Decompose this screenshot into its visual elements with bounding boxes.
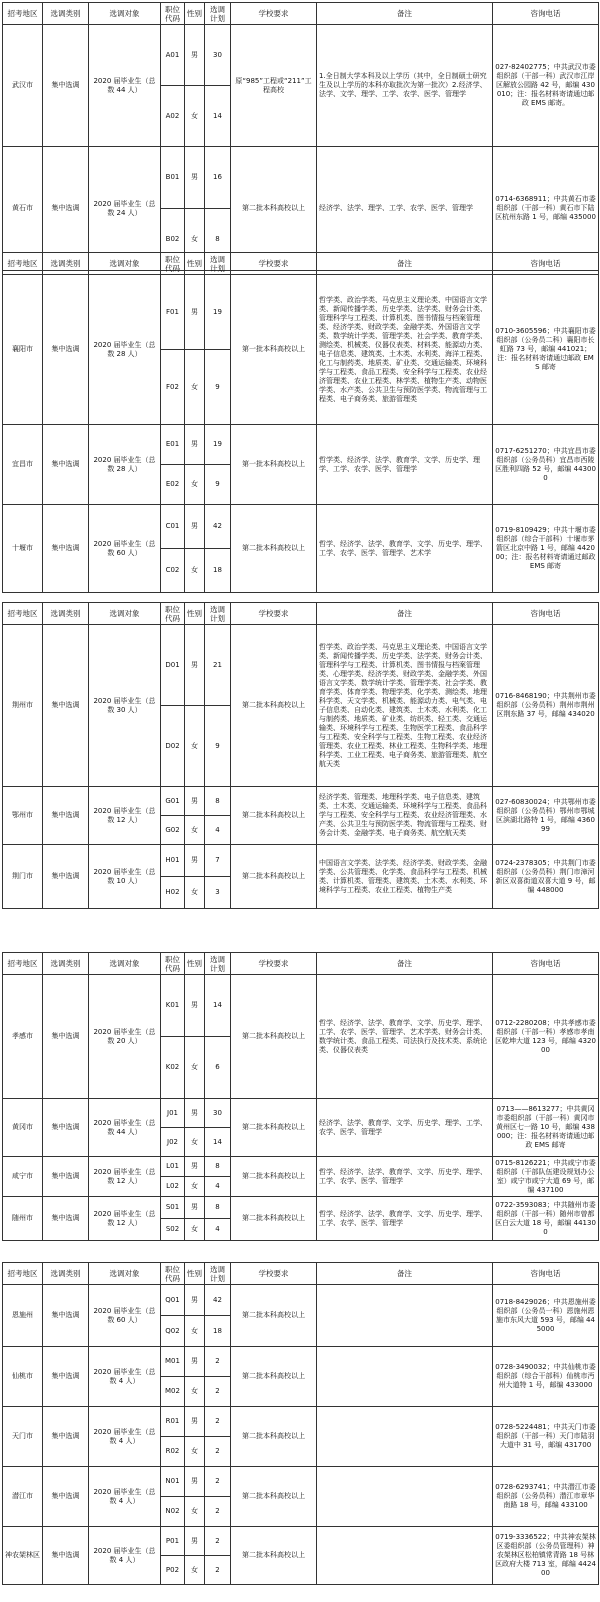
- position-code-cell: K02: [161, 1037, 185, 1099]
- header-target: 选调对象: [89, 953, 161, 975]
- table-row: [3, 1467, 599, 1497]
- header-phone: 咨询电话: [493, 953, 599, 975]
- target-cell: 2020 届毕业生（总数 28 人）: [89, 275, 161, 425]
- school-requirement-cell: 第二批本科高校以上: [231, 625, 317, 787]
- plan-cell: 42: [205, 505, 231, 549]
- note-cell: 哲学类、经济学、法学、教育学、文学、历史学、理学、工学、农学、医学、管理学: [317, 425, 493, 505]
- header-phone: 咨询电话: [493, 3, 599, 25]
- region-cell: 黄冈市: [3, 1099, 43, 1157]
- position-code-cell: J01: [161, 1099, 185, 1128]
- position-code-cell: F01: [161, 275, 185, 350]
- sex-cell: 女: [185, 350, 205, 425]
- plan-cell: 21: [205, 625, 231, 706]
- school-requirement-cell: 第二批本科高校以上: [231, 1527, 317, 1585]
- contact-phone-cell: 0713——8613277；中共黄冈市委组织部（干部一科）黄冈市黄州区七一路 10 号，邮编 438000；注：报名材料寄请通过邮政 EMS 邮寄: [493, 1099, 599, 1157]
- contact-phone-cell: 0722-3593083；中共随州市委组织部（干部一科）随州市曾都区白云大道 18 号，邮编 441300: [493, 1197, 599, 1241]
- region-cell: 神农架林区: [3, 1527, 43, 1585]
- region-cell: 荆州市: [3, 625, 43, 787]
- target-cell: 2020 届毕业生（总数 28 人）: [89, 425, 161, 505]
- plan-cell: 18: [205, 549, 231, 593]
- header-category: 选调类别: [43, 1263, 89, 1285]
- table-row: [3, 1099, 599, 1128]
- target-cell: 2020 届毕业生（总数 4 人）: [89, 1407, 161, 1467]
- header-note: 备注: [317, 953, 493, 975]
- recruitment-table: [2, 252, 599, 593]
- header-category: 选调类别: [43, 953, 89, 975]
- category-cell: 集中选调: [43, 25, 89, 147]
- header-req: 学校要求: [231, 3, 317, 25]
- sex-cell: 男: [185, 275, 205, 350]
- school-requirement-cell: 第二批本科高校以上: [231, 845, 317, 909]
- sex-cell: 女: [185, 1037, 205, 1099]
- table-row: [3, 1157, 599, 1177]
- school-requirement-cell: 第二批本科高校以上: [231, 1407, 317, 1467]
- header-phone: 咨询电话: [493, 1263, 599, 1285]
- plan-cell: 18: [205, 1316, 231, 1347]
- header-region: 招考地区: [3, 953, 43, 975]
- category-cell: 集中选调: [43, 975, 89, 1099]
- position-code-cell: S02: [161, 1219, 185, 1241]
- category-cell: 集中选调: [43, 1197, 89, 1241]
- table-row: [3, 787, 599, 816]
- school-requirement-cell: 第一批本科高校以上: [231, 425, 317, 505]
- table-row: [3, 505, 599, 549]
- note-cell: 哲学类、政治学类、马克思主义理论类、中国语言文学类、新闻传播学类、历史学类、法学类、财务会计类、管理科学与工程类、计算机类、图书情报与档案管理类、经济学类、财政学类、金融学类、外国语言文学类、数学统计学类、管理学类、社会学类、教育学类、测绘类、机械类、仪器仪表类、材料类、能源动力类、电子信息类、建筑类、土木类、水利类、海洋工程类、化工与制药类、地质类、矿业类、交通运输类、环境科学与工程类、食品工程类、安全科学与工程类、农业经济管理类、农业工程类、林学类、植物生产类、动物医学类、水产类、公共卫生与预防医学类、物流管理与工程类、电子商务类、旅游管理类: [317, 275, 493, 425]
- school-requirement-cell: 第二批本科高校以上: [231, 1157, 317, 1197]
- recruitment-table: [2, 1262, 599, 1585]
- position-code-cell: M01: [161, 1347, 185, 1377]
- region-cell: 黄石市: [3, 147, 43, 271]
- contact-phone-cell: 0712-2280208；中共孝感市委组织部（干部一科）孝感市孝南区乾坤大道 123 号，邮编 432000: [493, 975, 599, 1099]
- recruitment-table: [2, 2, 599, 271]
- sex-cell: 男: [185, 975, 205, 1037]
- table-row: [3, 1285, 599, 1316]
- sex-cell: 女: [185, 1316, 205, 1347]
- header-req: 学校要求: [231, 253, 317, 275]
- school-requirement-cell: 第二批本科高校以上: [231, 147, 317, 271]
- plan-cell: 42: [205, 1285, 231, 1316]
- plan-cell: 16: [205, 147, 231, 209]
- position-code-cell: R01: [161, 1407, 185, 1437]
- contact-phone-cell: 0717-6251270；中共宜昌市委组织部（公务员科）宜昌市西陵区胜利四路 52 号，邮编 443000: [493, 425, 599, 505]
- table-row: [3, 25, 599, 86]
- plan-cell: 7: [205, 845, 231, 877]
- header-plan: 选调计划: [205, 3, 231, 25]
- school-requirement-cell: 第二批本科高校以上: [231, 1197, 317, 1241]
- category-cell: 集中选调: [43, 625, 89, 787]
- table-row: [3, 975, 599, 1037]
- sex-cell: 女: [185, 1437, 205, 1467]
- table-row: [3, 845, 599, 877]
- plan-cell: 2: [205, 1556, 231, 1585]
- plan-cell: 8: [205, 209, 231, 271]
- header-code: 职位代码: [161, 953, 185, 975]
- category-cell: 集中选调: [43, 845, 89, 909]
- region-cell: 潜江市: [3, 1467, 43, 1527]
- contact-phone-cell: 0715-8126221；中共咸宁市委组织部（干部队伍建设规划办公室）咸宁市咸宁大道 69 号，邮编 437100: [493, 1157, 599, 1197]
- sex-cell: 女: [185, 549, 205, 593]
- plan-cell: 4: [205, 1177, 231, 1197]
- sex-cell: 男: [185, 625, 205, 706]
- plan-cell: 8: [205, 1157, 231, 1177]
- sex-cell: 女: [185, 1377, 205, 1407]
- header-phone: 咨询电话: [493, 603, 599, 625]
- plan-cell: 3: [205, 877, 231, 909]
- position-code-cell: P02: [161, 1556, 185, 1585]
- target-cell: 2020 届毕业生（总数 4 人）: [89, 1347, 161, 1407]
- sex-cell: 男: [185, 1467, 205, 1497]
- plan-cell: 2: [205, 1347, 231, 1377]
- sex-cell: 男: [185, 505, 205, 549]
- header-sex: 性别: [185, 953, 205, 975]
- target-cell: 2020 届毕业生（总数 12 人）: [89, 1157, 161, 1197]
- header-note: 备注: [317, 1263, 493, 1285]
- sex-cell: 男: [185, 1527, 205, 1556]
- table-row: [3, 425, 599, 465]
- position-code-cell: E02: [161, 465, 185, 505]
- header-plan: 选调计划: [205, 1263, 231, 1285]
- region-cell: 武汉市: [3, 25, 43, 147]
- school-requirement-cell: 第二批本科高校以上: [231, 975, 317, 1099]
- header-code: 职位代码: [161, 253, 185, 275]
- target-cell: 2020 届毕业生（总数 12 人）: [89, 787, 161, 845]
- sex-cell: 女: [185, 86, 205, 147]
- school-requirement-cell: 第二批本科高校以上: [231, 1347, 317, 1407]
- sex-cell: 女: [185, 816, 205, 845]
- position-code-cell: J02: [161, 1128, 185, 1157]
- contact-phone-cell: 0716-8468190；中共荆州市委组织部（公务员科）荆州市荆州区荆东路 37 号，邮编 434020: [493, 625, 599, 787]
- sex-cell: 男: [185, 1099, 205, 1128]
- plan-cell: 9: [205, 465, 231, 505]
- plan-cell: 14: [205, 1128, 231, 1157]
- region-cell: 随州市: [3, 1197, 43, 1241]
- category-cell: 集中选调: [43, 1407, 89, 1467]
- table-section: [2, 252, 598, 593]
- note-cell: [317, 1467, 493, 1527]
- sex-cell: 女: [185, 209, 205, 271]
- region-cell: 宜昌市: [3, 425, 43, 505]
- sex-cell: 男: [185, 1407, 205, 1437]
- target-cell: 2020 届毕业生（总数 24 人）: [89, 147, 161, 271]
- plan-cell: 2: [205, 1407, 231, 1437]
- header-target: 选调对象: [89, 3, 161, 25]
- plan-cell: 8: [205, 787, 231, 816]
- header-note: 备注: [317, 253, 493, 275]
- category-cell: 集中选调: [43, 147, 89, 271]
- table-header-row: [3, 953, 599, 975]
- contact-phone-cell: 0718-8429026；中共恩施州委组织部（公务员一科）恩施州恩施市东风大道 593 号，邮编 445000: [493, 1285, 599, 1347]
- note-cell: [317, 1527, 493, 1585]
- region-cell: 鄂州市: [3, 787, 43, 845]
- position-code-cell: D01: [161, 625, 185, 706]
- position-code-cell: B01: [161, 147, 185, 209]
- school-requirement-cell: 第二批本科高校以上: [231, 505, 317, 593]
- sex-cell: 女: [185, 1219, 205, 1241]
- target-cell: 2020 届毕业生（总数 12 人）: [89, 1197, 161, 1241]
- target-cell: 2020 届毕业生（总数 44 人）: [89, 25, 161, 147]
- header-category: 选调类别: [43, 253, 89, 275]
- position-code-cell: G01: [161, 787, 185, 816]
- header-plan: 选调计划: [205, 253, 231, 275]
- plan-cell: 30: [205, 1099, 231, 1128]
- note-cell: 经济学、法学、教育学、文学、历史学、理学、工学、农学、医学、管理学: [317, 1099, 493, 1157]
- header-target: 选调对象: [89, 253, 161, 275]
- plan-cell: 2: [205, 1527, 231, 1556]
- header-plan: 选调计划: [205, 953, 231, 975]
- category-cell: 集中选调: [43, 787, 89, 845]
- category-cell: 集中选调: [43, 1527, 89, 1585]
- school-requirement-cell: 第一批本科高校以上: [231, 275, 317, 425]
- header-note: 备注: [317, 603, 493, 625]
- position-code-cell: N02: [161, 1497, 185, 1527]
- category-cell: 集中选调: [43, 425, 89, 505]
- header-req: 学校要求: [231, 1263, 317, 1285]
- sex-cell: 男: [185, 1347, 205, 1377]
- table-section: [2, 952, 598, 1241]
- position-code-cell: H02: [161, 877, 185, 909]
- school-requirement-cell: 第二批本科高校以上: [231, 787, 317, 845]
- position-code-cell: H01: [161, 845, 185, 877]
- category-cell: 集中选调: [43, 1467, 89, 1527]
- school-requirement-cell: 第二批本科高校以上: [231, 1467, 317, 1527]
- sex-cell: 女: [185, 877, 205, 909]
- plan-cell: 6: [205, 1037, 231, 1099]
- position-code-cell: R02: [161, 1437, 185, 1467]
- plan-cell: 30: [205, 25, 231, 86]
- sex-cell: 男: [185, 425, 205, 465]
- table-section: [2, 1262, 598, 1585]
- note-cell: 经济学类、管理类、地理科学类、电子信息类、建筑类、土木类、交通运输类、环境科学与工程类、食品科学与工程类、安全科学与工程类、农业经济管理类、水产类、公共卫生与预防医学类、物流管理与工程类、财务会计类、金融学类、电子商务类、航空航天类: [317, 787, 493, 845]
- header-region: 招考地区: [3, 3, 43, 25]
- header-category: 选调类别: [43, 3, 89, 25]
- target-cell: 2020 届毕业生（总数 60 人）: [89, 1285, 161, 1347]
- table-section: [2, 602, 598, 909]
- category-cell: 集中选调: [43, 275, 89, 425]
- header-sex: 性别: [185, 1263, 205, 1285]
- header-plan: 选调计划: [205, 603, 231, 625]
- target-cell: 2020 届毕业生（总数 4 人）: [89, 1527, 161, 1585]
- region-cell: 荆门市: [3, 845, 43, 909]
- header-code: 职位代码: [161, 3, 185, 25]
- table-row: [3, 275, 599, 350]
- header-category: 选调类别: [43, 603, 89, 625]
- table-row: [3, 1407, 599, 1437]
- target-cell: 2020 届毕业生（总数 4 人）: [89, 1467, 161, 1527]
- plan-cell: 2: [205, 1437, 231, 1467]
- note-cell: 哲学、经济学、法学、教育学、文学、历史学、理学、工学、农学、医学、管理学、艺术学: [317, 505, 493, 593]
- target-cell: 2020 届毕业生（总数 10 人）: [89, 845, 161, 909]
- region-cell: 咸宁市: [3, 1157, 43, 1197]
- contact-phone-cell: 0728-6293741；中共潜江市委组织部（公务员科）潜江市章华南路 18 号，邮编 433100: [493, 1467, 599, 1527]
- table-row: [3, 147, 599, 209]
- category-cell: 集中选调: [43, 1157, 89, 1197]
- table-row: [3, 625, 599, 706]
- plan-cell: 9: [205, 706, 231, 787]
- target-cell: 2020 届毕业生（总数 20 人）: [89, 975, 161, 1099]
- contact-phone-cell: 0710-3605596；中共襄阳市委组织部（公务员二科）襄阳市长虹路 73 号，邮编 441021；注：报名材料寄请通过邮政 EMS 邮寄: [493, 275, 599, 425]
- position-code-cell: Q01: [161, 1285, 185, 1316]
- sex-cell: 男: [185, 147, 205, 209]
- header-code: 职位代码: [161, 1263, 185, 1285]
- sex-cell: 女: [185, 1128, 205, 1157]
- contact-phone-cell: 0714-6368911；中共黄石市委组织部（干部一科）黄石市下陆区杭州东路 1 号，邮编 435000: [493, 147, 599, 271]
- sex-cell: 男: [185, 845, 205, 877]
- plan-cell: 14: [205, 86, 231, 147]
- target-cell: 2020 届毕业生（总数 60 人）: [89, 505, 161, 593]
- plan-cell: 8: [205, 1197, 231, 1219]
- region-cell: 襄阳市: [3, 275, 43, 425]
- header-target: 选调对象: [89, 1263, 161, 1285]
- plan-cell: 2: [205, 1377, 231, 1407]
- region-cell: 十堰市: [3, 505, 43, 593]
- position-code-cell: S01: [161, 1197, 185, 1219]
- header-region: 招考地区: [3, 253, 43, 275]
- position-code-cell: B02: [161, 209, 185, 271]
- position-code-cell: K01: [161, 975, 185, 1037]
- contact-phone-cell: 0719-8109429；中共十堰市委组织部（综合干部科）十堰市茅箭区北京中路 1 号，邮编 442000；注：报名材料寄请通过邮政 EMS 邮寄: [493, 505, 599, 593]
- position-code-cell: E01: [161, 425, 185, 465]
- sex-cell: 男: [185, 1157, 205, 1177]
- table-header-row: [3, 3, 599, 25]
- target-cell: 2020 届毕业生（总数 44 人）: [89, 1099, 161, 1157]
- header-req: 学校要求: [231, 603, 317, 625]
- plan-cell: 4: [205, 1219, 231, 1241]
- position-code-cell: Q02: [161, 1316, 185, 1347]
- note-cell: 经济学、法学、理学、工学、农学、医学、管理学: [317, 147, 493, 271]
- plan-cell: 14: [205, 975, 231, 1037]
- region-cell: 孝感市: [3, 975, 43, 1099]
- plan-cell: 19: [205, 275, 231, 350]
- sex-cell: 男: [185, 1197, 205, 1219]
- table-row: [3, 1527, 599, 1556]
- sex-cell: 男: [185, 25, 205, 86]
- position-code-cell: P01: [161, 1527, 185, 1556]
- note-cell: 哲学、经济学、法学、教育学、文学、历史学、理学、工学、农学、医学、管理学: [317, 1197, 493, 1241]
- sex-cell: 女: [185, 706, 205, 787]
- position-code-cell: D02: [161, 706, 185, 787]
- table-header-row: [3, 1263, 599, 1285]
- contact-phone-cell: 0728-3490032；中共仙桃市委组织部（综合干部科）仙桃市沔州大道特 1 号，邮编 433000: [493, 1347, 599, 1407]
- header-sex: 性别: [185, 3, 205, 25]
- category-cell: 集中选调: [43, 1099, 89, 1157]
- plan-cell: 9: [205, 350, 231, 425]
- table-section: [2, 2, 598, 271]
- region-cell: 天门市: [3, 1407, 43, 1467]
- sex-cell: 男: [185, 1285, 205, 1316]
- header-region: 招考地区: [3, 1263, 43, 1285]
- sex-cell: 女: [185, 1177, 205, 1197]
- table-row: [3, 1197, 599, 1219]
- note-cell: 哲学、经济学、法学、教育学、文学、历史学、理学、工学、农学、医学、管理学: [317, 1157, 493, 1197]
- category-cell: 集中选调: [43, 1285, 89, 1347]
- position-code-cell: A01: [161, 25, 185, 86]
- note-cell: [317, 1285, 493, 1347]
- sex-cell: 女: [185, 465, 205, 505]
- plan-cell: 19: [205, 425, 231, 465]
- region-cell: 仙桃市: [3, 1347, 43, 1407]
- table-row: [3, 1347, 599, 1377]
- position-code-cell: L01: [161, 1157, 185, 1177]
- sex-cell: 男: [185, 787, 205, 816]
- plan-cell: 4: [205, 816, 231, 845]
- position-code-cell: C02: [161, 549, 185, 593]
- note-cell: 哲学类、政治学类、马克思主义理论类、中国语言文学类、新闻传播学类、历史学类、法学类、财务会计类、管理科学与工程类、计算机类、图书情报与档案管理类、心理学类、经济学类、财政学类、金融学类、外国语言文学类、数学统计学类、管理学类、社会学类、教育学类、体育学类、物理学类、化学类、测绘类、地理科学类、天文学类、机械类、能源动力类、电气类、电子信息类、自动化类、建筑类、土木类、水利类、化工与制药类、地质类、矿业类、纺织类、轻工类、交通运输类、环境科学与工程类、生物医学工程类、食品科学与工程类、安全科学与工程类、生物工程类、农业经济管理类、农业工程类、林业工程类、生物科学类、地理科学类、工业工程类、电子商务类、旅游管理类、航空航天类: [317, 625, 493, 787]
- header-code: 职位代码: [161, 603, 185, 625]
- target-cell: 2020 届毕业生（总数 30 人）: [89, 625, 161, 787]
- header-phone: 咨询电话: [493, 253, 599, 275]
- table-header-row: [3, 253, 599, 275]
- region-cell: 恩施州: [3, 1285, 43, 1347]
- contact-phone-cell: 0728-5224481；中共天门市委组织部（干部一科）天门市陆羽大道中 31 号，邮编 431700: [493, 1407, 599, 1467]
- header-note: 备注: [317, 3, 493, 25]
- school-requirement-cell: 原“985”工程或“211”工程高校: [231, 25, 317, 147]
- school-requirement-cell: 第二批本科高校以上: [231, 1285, 317, 1347]
- note-cell: [317, 1347, 493, 1407]
- header-region: 招考地区: [3, 603, 43, 625]
- header-sex: 性别: [185, 253, 205, 275]
- note-cell: [317, 1407, 493, 1467]
- position-code-cell: M02: [161, 1377, 185, 1407]
- header-req: 学校要求: [231, 953, 317, 975]
- table-header-row: [3, 603, 599, 625]
- recruitment-table: [2, 602, 599, 909]
- position-code-cell: G02: [161, 816, 185, 845]
- position-code-cell: L02: [161, 1177, 185, 1197]
- contact-phone-cell: 027-82402775；中共武汉市委组织部（干部一科）武汉市江岸区解放公园路 42 号，邮编 430010；注：报名材料寄请通过邮政 EMS 邮寄。: [493, 25, 599, 147]
- contact-phone-cell: 027-60830024；中共鄂州市委组织部（公务员科）鄂州市鄂城区滨湖北路特 1 号，邮编 436099: [493, 787, 599, 845]
- sex-cell: 女: [185, 1556, 205, 1585]
- school-requirement-cell: 第二批本科高校以上: [231, 1099, 317, 1157]
- position-code-cell: A02: [161, 86, 185, 147]
- position-code-cell: F02: [161, 350, 185, 425]
- category-cell: 集中选调: [43, 1347, 89, 1407]
- position-code-cell: N01: [161, 1467, 185, 1497]
- contact-phone-cell: 0724-2378305；中共荆门市委组织部（公务员科）荆门市漳河新区双喜街道双喜大道 9 号，邮编 448000: [493, 845, 599, 909]
- header-target: 选调对象: [89, 603, 161, 625]
- category-cell: 集中选调: [43, 505, 89, 593]
- note-cell: 1.全日制大学本科及以上学历（其中，全日制硕士研究生及以上学历的本科亦取批次为第一批次）2.经济学、法学、文学、理学、工学、农学、医学、管理学: [317, 25, 493, 147]
- note-cell: 哲学、经济学、法学、教育学、文学、历史学、理学、工学、农学、医学、管理学、艺术学类、财务会计类、数学统计类、食品工程类、司法执行及技术类、系统论类、仪器仪表类: [317, 975, 493, 1099]
- position-code-cell: C01: [161, 505, 185, 549]
- recruitment-table: [2, 952, 599, 1241]
- sex-cell: 女: [185, 1497, 205, 1527]
- plan-cell: 2: [205, 1497, 231, 1527]
- note-cell: 中国语言文学类、法学类、经济学类、财政学类、金融学类、公共管理类、化学类、食品科学与工程类、机械类、计算机类、管理类、建筑类、土木类、水利类、环境科学与工程类、农业工程类、植物生产类: [317, 845, 493, 909]
- plan-cell: 2: [205, 1467, 231, 1497]
- contact-phone-cell: 0719-3336522；中共神农架林区委组织部（公务员管理科）神农架林区松柏镇常青路 18 号林区政府大楼 713 室，邮编 442400: [493, 1527, 599, 1585]
- header-sex: 性别: [185, 603, 205, 625]
